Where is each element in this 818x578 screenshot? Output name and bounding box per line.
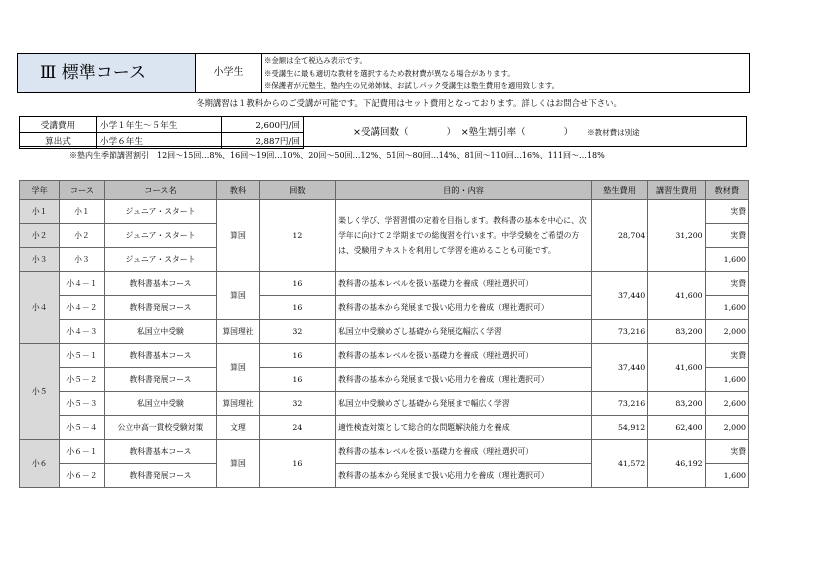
table-row [20, 344, 749, 368]
table-header [20, 181, 749, 200]
table-row [20, 200, 749, 224]
col-header: 講習生費用 [648, 181, 705, 200]
count-cell: 16 [259, 296, 336, 320]
material-fee: 2,000 [705, 320, 748, 344]
member-fee: 54,912 [591, 416, 647, 440]
member-fee: 28,704 [591, 200, 647, 272]
subject-cell: 算国 [217, 200, 259, 272]
description-cell: 私国立中受験めざし基礎から発展まで幅広く学習 [336, 392, 592, 416]
course-code: 小３ [60, 248, 104, 272]
course-name: 教科書基本コース [104, 344, 217, 368]
col-header: 目的・内容 [336, 181, 592, 200]
material-fee: 1,600 [705, 368, 748, 392]
formula-note: ※教材費は別途 [587, 128, 640, 137]
col-header: 学年 [20, 181, 60, 200]
description-cell: 教科書の基本レベルを扱い基礎力を養成（理社選択可） [336, 440, 592, 464]
material-fee: 実費 [705, 224, 748, 248]
description-cell: 教科書の基本レベルを扱い基礎力を養成（理社選択可） [336, 272, 592, 296]
guest-fee: 31,200 [648, 200, 705, 272]
course-code: 小４－１ [60, 272, 104, 296]
count-cell: 24 [259, 416, 336, 440]
course-name: 私国立中受験 [104, 320, 217, 344]
fee-price: 2,887円/回 [222, 133, 304, 149]
notes-box [262, 53, 750, 93]
note-line: ※受講生に最も適切な教材を選択するため教材費が異なる場合があります。 [264, 68, 515, 78]
course-name: 教科書発展コース [104, 368, 217, 392]
table-row [20, 416, 749, 440]
material-fee: 2,000 [705, 416, 748, 440]
grade-cell: 小４ [20, 272, 60, 344]
note-line: ※保護者が元塾生、塾内生の兄弟姉妹、お試しパック受講生は塾生費用を適用致します。 [264, 81, 560, 90]
fee-table [19, 116, 304, 149]
course-name: 教科書発展コース [104, 464, 217, 488]
grade-label: 小学生 [196, 53, 262, 93]
course-code: 小１ [60, 200, 104, 224]
note-line: ※金額は全て税込み表示です。 [264, 56, 367, 65]
member-fee: 37,440 [591, 344, 647, 392]
description-cell: 私国立中受験めざし基礎から発展迄幅広く学習 [336, 320, 592, 344]
grade-cell: 小５ [20, 344, 60, 440]
course-code: 小２ [60, 224, 104, 248]
member-fee: 37,440 [591, 272, 647, 320]
guest-fee: 41,600 [648, 272, 705, 320]
col-header: 教科 [217, 181, 259, 200]
grade-cell: 小３ [20, 248, 60, 272]
subject-cell: 算国 [217, 344, 259, 392]
course-code: 小６－２ [60, 464, 104, 488]
description-cell: 教科書の基本から発展まで扱い応用力を養成（理社選択可） [336, 464, 592, 488]
table-row [20, 392, 749, 416]
material-fee: 実費 [705, 440, 748, 464]
guest-fee: 41,600 [648, 344, 705, 392]
col-header: 塾生費用 [591, 181, 647, 200]
count-cell: 16 [259, 344, 336, 368]
course-code: 小５－１ [60, 344, 104, 368]
col-header: 教材費 [705, 181, 748, 200]
course-code: 小５－３ [60, 392, 104, 416]
count-cell: 16 [259, 272, 336, 296]
material-fee: 実費 [705, 344, 748, 368]
guest-fee: 83,200 [648, 392, 705, 416]
course-name: 教科書基本コース [104, 440, 217, 464]
course-code: 小５－４ [60, 416, 104, 440]
course-code: 小４－２ [60, 296, 104, 320]
member-fee: 41,572 [591, 440, 647, 488]
course-code: 小５－２ [60, 368, 104, 392]
description-cell: 適性検査対策として総合的な問題解決能力を養成 [336, 416, 592, 440]
page-title: Ⅲ 標準コース [17, 53, 196, 93]
col-header: コース [60, 181, 104, 200]
material-fee: 1,600 [705, 248, 748, 272]
fee-price: 2,600円/回 [222, 117, 304, 133]
col-header: コース名 [104, 181, 217, 200]
material-fee: 実費 [705, 200, 748, 224]
count-cell: 16 [259, 440, 336, 488]
formula-text: ×受講回数（ ） ×塾生割引率（ ） [353, 127, 574, 138]
course-name: 教科書発展コース [104, 296, 217, 320]
fee-label: 算出式 [20, 133, 97, 149]
guest-fee: 83,200 [648, 320, 705, 344]
course-code: 小６－１ [60, 440, 104, 464]
notice-text: 冬期講習は１教科からのご受講が可能です。下記費用はセット費用となっております。詳しくはお問合せ下さい。 [196, 98, 622, 108]
course-name: ジュニア・スタート [104, 248, 217, 272]
fee-label: 受講費用 [20, 117, 97, 133]
count-cell: 16 [259, 368, 336, 392]
course-table [19, 180, 749, 488]
discount-text: ※塾内生季節講習割引 12回～15回…8%、16回～19回…10%、20回～50回…12%、51回～80回…14%、81回～110回…16%、111回～…18% [69, 151, 605, 160]
table-row [20, 272, 749, 296]
guest-fee: 62,400 [648, 416, 705, 440]
subject-cell: 文理 [217, 416, 259, 440]
description-cell: 楽しく学び、学習習慣の定着を目指します。教科書の基本を中心に、次学年に向けて２学期までの総復習を行います。中学受験をご希望の方は、受験用テキストを利用して学習を進めることも可能です。 [336, 200, 592, 272]
description-cell: 教科書の基本レベルを扱い基礎力を養成（理社選択可） [336, 344, 592, 368]
course-name: 私国立中受験 [104, 392, 217, 416]
material-fee: 実費 [705, 272, 748, 296]
member-fee: 73,216 [591, 320, 647, 344]
course-name: ジュニア・スタート [104, 224, 217, 248]
material-fee: 1,600 [705, 464, 748, 488]
material-fee: 2,600 [705, 392, 748, 416]
description-cell: 教科書の基本から発展まで扱い応用力を養成（理社選択可） [336, 296, 592, 320]
count-cell: 32 [259, 320, 336, 344]
material-fee: 1,600 [705, 296, 748, 320]
fee-grade: 小学６年生 [97, 133, 222, 149]
subject-cell: 算国理社 [217, 320, 259, 344]
grade-cell: 小１ [20, 200, 60, 224]
course-code: 小４－３ [60, 320, 104, 344]
col-header: 回数 [259, 181, 336, 200]
description-cell: 教科書の基本から発展まで扱い応用力を養成（理社選択可） [336, 368, 592, 392]
fee-formula [353, 124, 640, 138]
grade-cell: 小２ [20, 224, 60, 248]
subject-cell: 算国 [217, 440, 259, 488]
member-fee: 73,216 [591, 392, 647, 416]
count-cell: 32 [259, 392, 336, 416]
guest-fee: 46,192 [648, 440, 705, 488]
count-cell: 12 [259, 200, 336, 272]
course-name: ジュニア・スタート [104, 200, 217, 224]
subject-cell: 算国理社 [217, 392, 259, 416]
table-row [20, 320, 749, 344]
course-name: 公立中高一貫校受験対策 [104, 416, 217, 440]
table-row [20, 440, 749, 464]
subject-cell: 算国 [217, 272, 259, 320]
course-name: 教科書基本コース [104, 272, 217, 296]
grade-cell: 小６ [20, 440, 60, 488]
fee-grade: 小学１年生～５年生 [97, 117, 222, 133]
